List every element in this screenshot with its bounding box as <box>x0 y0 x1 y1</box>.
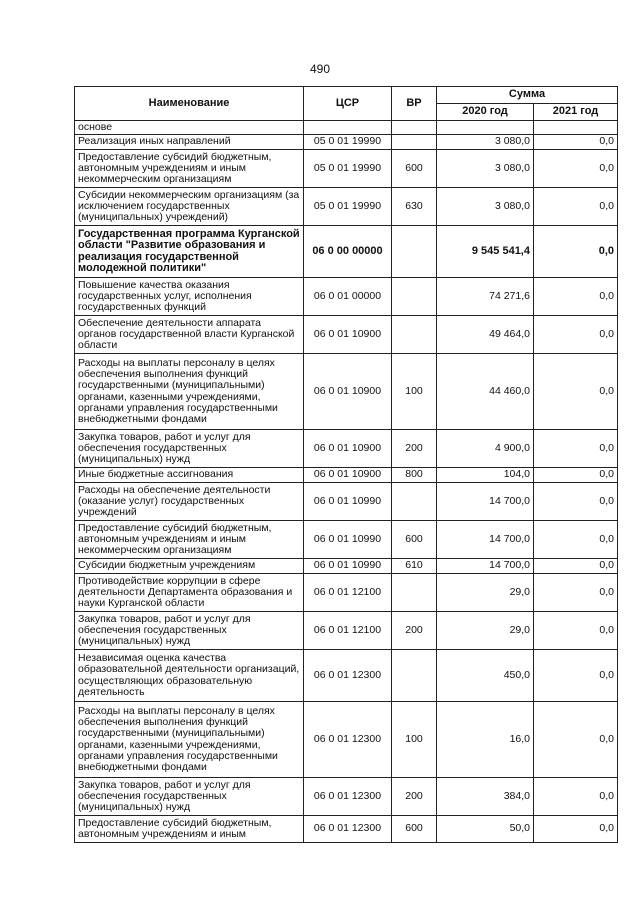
row-amount-2021: 0,0 <box>534 650 618 702</box>
row-name: Иные бюджетные ассигнования <box>75 468 304 483</box>
row-csr: 06 0 01 10900 <box>304 354 392 430</box>
table-row <box>75 816 618 843</box>
row-amount-2021 <box>534 121 618 135</box>
row-amount-2020: 29,0 <box>437 612 534 650</box>
row-vr <box>392 135 437 150</box>
row-amount-2020: 29,0 <box>437 574 534 612</box>
row-name: Закупка товаров, работ и услуг для обеспечения государственных (муниципальных) нужд <box>75 612 304 650</box>
row-vr <box>392 483 437 521</box>
row-amount-2020: 9 545 541,4 <box>437 226 534 278</box>
row-csr: 06 0 01 12300 <box>304 650 392 702</box>
table-row <box>75 483 618 521</box>
row-vr: 600 <box>392 150 437 188</box>
row-csr: 06 0 01 12300 <box>304 702 392 778</box>
row-csr: 06 0 01 10990 <box>304 559 392 574</box>
row-vr <box>392 650 437 702</box>
row-amount-2021: 0,0 <box>534 316 618 354</box>
header-year-2021: 2021 год <box>534 104 618 121</box>
row-amount-2020: 16,0 <box>437 702 534 778</box>
row-amount-2021: 0,0 <box>534 430 618 468</box>
row-name: Независимая оценка качества образовательной деятельности организаций, осуществляющих образовательную деятельность <box>75 650 304 702</box>
row-vr <box>392 278 437 316</box>
row-name: Закупка товаров, работ и услуг для обеспечения государственных (муниципальных) нужд <box>75 778 304 816</box>
row-csr: 06 0 01 10900 <box>304 468 392 483</box>
header-year-2020: 2020 год <box>437 104 534 121</box>
table-row <box>75 354 618 430</box>
table-body <box>75 121 618 843</box>
row-amount-2020: 104,0 <box>437 468 534 483</box>
header-vr: ВР <box>392 87 437 121</box>
row-csr: 06 0 01 12100 <box>304 612 392 650</box>
row-vr <box>392 226 437 278</box>
row-name: Повышение качества оказания государственных услуг, исполнения государственных функций <box>75 278 304 316</box>
row-amount-2020: 50,0 <box>437 816 534 843</box>
row-csr: 06 0 01 00000 <box>304 278 392 316</box>
row-amount-2020: 14 700,0 <box>437 521 534 559</box>
row-amount-2021: 0,0 <box>534 278 618 316</box>
header-sum: Сумма <box>437 87 618 104</box>
header-csr: ЦСР <box>304 87 392 121</box>
row-csr: 05 0 01 19990 <box>304 188 392 226</box>
row-name: Реализация иных направлений <box>75 135 304 150</box>
table-row <box>75 135 618 150</box>
table-row <box>75 778 618 816</box>
row-amount-2020: 4 900,0 <box>437 430 534 468</box>
table-row <box>75 150 618 188</box>
row-amount-2021: 0,0 <box>534 702 618 778</box>
table-row <box>75 430 618 468</box>
row-vr: 100 <box>392 354 437 430</box>
row-name: Обеспечение деятельности аппарата органов государственной власти Курганской области <box>75 316 304 354</box>
table-row <box>75 121 618 135</box>
row-vr <box>392 574 437 612</box>
row-csr: 06 0 00 00000 <box>304 226 392 278</box>
row-csr: 05 0 01 19990 <box>304 135 392 150</box>
row-vr: 200 <box>392 778 437 816</box>
row-csr: 05 0 01 19990 <box>304 150 392 188</box>
row-vr <box>392 316 437 354</box>
row-name: Предоставление субсидий бюджетным, автономным учреждениям и иным некоммерческим организациям <box>75 521 304 559</box>
table-row <box>75 521 618 559</box>
row-amount-2021: 0,0 <box>534 135 618 150</box>
row-csr: 06 0 01 10990 <box>304 483 392 521</box>
table-row <box>75 650 618 702</box>
table-row <box>75 574 618 612</box>
row-amount-2021: 0,0 <box>534 483 618 521</box>
page-number: 490 <box>309 62 331 76</box>
row-amount-2020: 450,0 <box>437 650 534 702</box>
header-name: Наименование <box>75 87 304 121</box>
table-row <box>75 468 618 483</box>
row-name: Предоставление субсидий бюджетным, автономным учреждениям и иным некоммерческим организациям <box>75 150 304 188</box>
row-amount-2021: 0,0 <box>534 612 618 650</box>
row-amount-2021: 0,0 <box>534 150 618 188</box>
row-csr: 06 0 01 12300 <box>304 778 392 816</box>
row-name: основе <box>75 121 304 135</box>
row-name: Предоставление субсидий бюджетным, автономным учреждениям и иным <box>75 816 304 843</box>
row-vr: 600 <box>392 816 437 843</box>
row-amount-2020: 74 271,6 <box>437 278 534 316</box>
row-amount-2021: 0,0 <box>534 188 618 226</box>
row-vr: 200 <box>392 430 437 468</box>
row-amount-2020: 49 464,0 <box>437 316 534 354</box>
row-csr: 06 0 01 10990 <box>304 521 392 559</box>
row-amount-2021: 0,0 <box>534 226 618 278</box>
row-amount-2020: 3 080,0 <box>437 135 534 150</box>
row-amount-2020: 3 080,0 <box>437 188 534 226</box>
row-amount-2020: 44 460,0 <box>437 354 534 430</box>
row-csr: 06 0 01 12300 <box>304 816 392 843</box>
row-vr: 200 <box>392 612 437 650</box>
row-name: Противодействие коррупции в сфере деятельности Департамента образования и науки Курганской области <box>75 574 304 612</box>
row-amount-2021: 0,0 <box>534 778 618 816</box>
row-vr: 800 <box>392 468 437 483</box>
row-amount-2021: 0,0 <box>534 816 618 843</box>
row-name: Расходы на выплаты персоналу в целях обеспечения выполнения функций государственными (муниципальными) органами, казенными учреждениями, органами управления государственными внебюджетными фондами <box>75 702 304 778</box>
table-row <box>75 278 618 316</box>
row-vr: 610 <box>392 559 437 574</box>
table-row <box>75 316 618 354</box>
table-row <box>75 188 618 226</box>
table-row <box>75 559 618 574</box>
row-vr: 100 <box>392 702 437 778</box>
row-vr: 600 <box>392 521 437 559</box>
budget-table <box>74 86 618 843</box>
row-csr: 06 0 01 10900 <box>304 316 392 354</box>
row-amount-2020: 14 700,0 <box>437 483 534 521</box>
row-vr <box>392 121 437 135</box>
row-csr <box>304 121 392 135</box>
row-vr: 630 <box>392 188 437 226</box>
row-amount-2020 <box>437 121 534 135</box>
table-row <box>75 702 618 778</box>
row-name: Субсидии некоммерческим организациям (за исключением государственных (муниципальных) учреждений) <box>75 188 304 226</box>
row-csr: 06 0 01 12100 <box>304 574 392 612</box>
row-name: Расходы на обеспечение деятельности (оказание услуг) государственных учреждений <box>75 483 304 521</box>
row-csr: 06 0 01 10900 <box>304 430 392 468</box>
table-row <box>75 612 618 650</box>
row-name: Субсидии бюджетным учреждениям <box>75 559 304 574</box>
row-amount-2021: 0,0 <box>534 559 618 574</box>
row-amount-2021: 0,0 <box>534 574 618 612</box>
row-amount-2021: 0,0 <box>534 468 618 483</box>
row-amount-2021: 0,0 <box>534 354 618 430</box>
row-amount-2021: 0,0 <box>534 521 618 559</box>
table-header <box>75 87 618 121</box>
row-name: Расходы на выплаты персоналу в целях обеспечения выполнения функций государственными (муниципальными) органами, казенными учреждениями, органами управления государственными внебюджетными фондами <box>75 354 304 430</box>
table-row <box>75 226 618 278</box>
row-name: Закупка товаров, работ и услуг для обеспечения государственных (муниципальных) нужд <box>75 430 304 468</box>
row-amount-2020: 384,0 <box>437 778 534 816</box>
row-name: Государственная программа Курганской области "Развитие образования и реализация государственной молодежной политики" <box>75 226 304 278</box>
row-amount-2020: 14 700,0 <box>437 559 534 574</box>
row-amount-2020: 3 080,0 <box>437 150 534 188</box>
